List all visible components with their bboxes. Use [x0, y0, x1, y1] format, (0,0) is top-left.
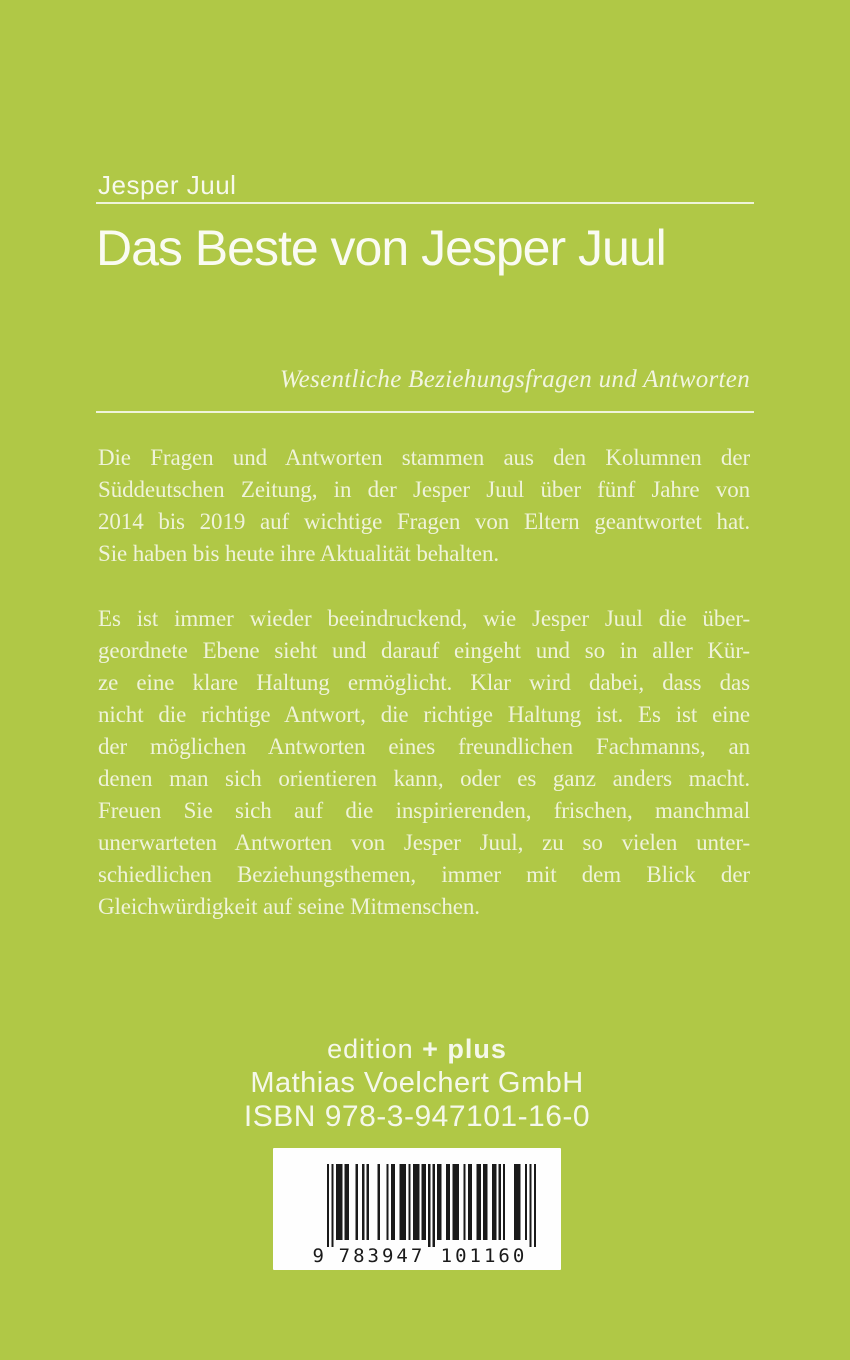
- blurb-text-line: unerwarteten Antworten von Jesper Juul, zu so vielen unter-: [98, 830, 750, 855]
- blurb-text-line: Sie haben bis heute ihre Aktualität behalten.: [98, 541, 500, 566]
- blurb-paragraph-2: [98, 603, 750, 923]
- blurb-text-line: schiedlichen Beziehungsthemen, immer mit dem Blick der: [98, 862, 750, 887]
- publisher-company: Mathias Voelchert GmbH: [250, 1067, 584, 1099]
- blurb-paragraph-1: [98, 442, 750, 570]
- blurb-text-line: der möglichen Antworten eines freundlichen Fachmanns, an: [98, 734, 750, 759]
- blurb-text-line: Süddeutschen Zeitung, in der Jesper Juul über fünf Jahre von: [98, 477, 750, 502]
- blurb-text-line: nicht die richtige Antwort, die richtige Haltung ist. Es ist eine: [98, 702, 750, 727]
- blurb-text-line: geordnete Ebene sieht und darauf eingeht und so in aller Kür-: [98, 638, 750, 663]
- barcode-digits-group2: 101160: [440, 1245, 528, 1267]
- barcode-digits-group1: 783947: [338, 1245, 426, 1267]
- book-subtitle: Wesentliche Beziehungsfragen und Antworten: [279, 366, 750, 393]
- publisher-block: [0, 1032, 842, 1134]
- imprint-name-bold: + plus: [422, 1034, 507, 1064]
- book-title: Das Beste von Jesper Juul: [96, 220, 666, 276]
- blurb-text-line: Gleichwürdigkeit auf seine Mitmenschen.: [98, 894, 480, 919]
- author-name: Jesper Juul: [98, 170, 237, 200]
- divider-line-top: [96, 202, 754, 204]
- blurb-text-line: ze eine klare Haltung ermöglicht. Klar wird dabei, dass das: [98, 670, 750, 695]
- isbn-text: ISBN 978-3-947101-16-0: [243, 1100, 591, 1133]
- divider-line-subtitle: [96, 411, 754, 413]
- barcode-panel: [273, 1148, 561, 1270]
- blurb-text-line: Die Fragen und Antworten stammen aus den Kolumnen der: [98, 445, 750, 470]
- blurb-text-line: denen man sich orientieren kann, oder es ganz anders macht.: [98, 766, 750, 791]
- barcode-image: [273, 1148, 561, 1270]
- barcode-digit-left: 9: [312, 1245, 324, 1267]
- blurb-text-line: Freuen Sie sich auf die inspirierenden, frischen, manchmal: [98, 798, 750, 823]
- blurb-text-line: Es ist immer wieder beeindruckend, wie Jesper Juul die über-: [98, 606, 750, 631]
- imprint-name-light: edition: [327, 1034, 414, 1064]
- blurb-text-line: 2014 bis 2019 auf wichtige Fragen von Eltern geantwortet hat.: [98, 509, 750, 534]
- publisher-imprint: [0, 1032, 842, 1066]
